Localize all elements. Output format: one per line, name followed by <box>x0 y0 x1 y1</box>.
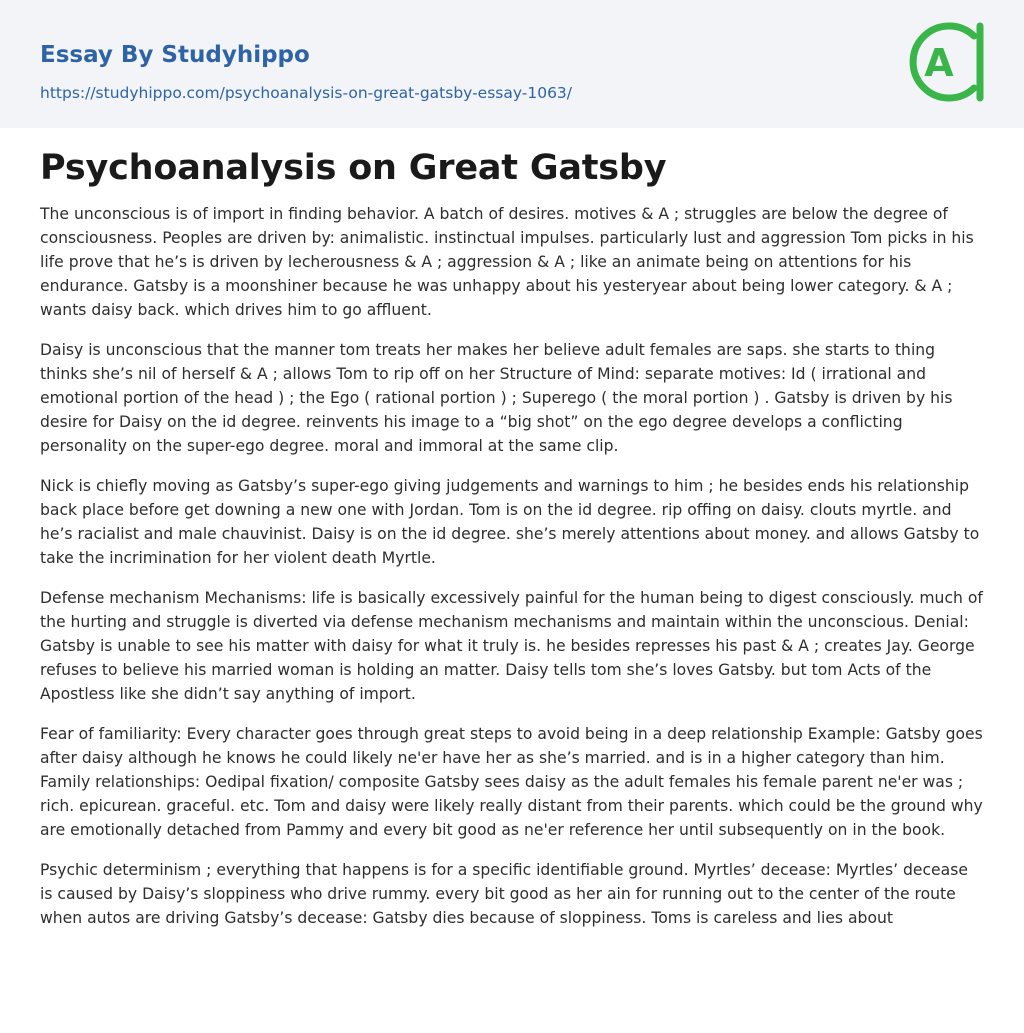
brand-title[interactable]: Essay By Studyhippo <box>40 42 310 68</box>
paragraph-5: Fear of familiarity: Every character goes through great steps to avoid being in a deep relationship Example: Gatsby goes after daisy although he knows he could likely ne'er have her as she’s married. and is in a higher category than him. Family relationships: Oedipal fixation/ composite Gatsby sees daisy as the adult females his female parent ne'er was ; rich. epicurean. graceful. etc. Tom and daisy were likely really distant from their parents. which could be the ground why are emotionally detached from Pammy and every bit good as ne'er reference her until subsequently on in the book. <box>40 725 983 839</box>
paragraph-3: Nick is chiefly moving as Gatsby’s super-ego giving judgements and warnings to him ; he besides ends his relationship back place before get downing a new one with Jordan. Tom is on the id degree. rip offing on daisy. clouts myrtle. and he’s racialist and male chauvinist. Daisy is on the id degree. she’s merely attentions about money. and allows Gatsby to take the incrimination for her violent death Myrtle. <box>40 477 980 567</box>
studyhippo-logo-icon[interactable] <box>908 18 988 106</box>
article-content <box>40 128 985 930</box>
page-title: Psychoanalysis on Great Gatsby <box>40 148 667 188</box>
essay-url-link[interactable]: https://studyhippo.com/psychoanalysis-on-great-gatsby-essay-1063/ <box>40 84 573 102</box>
logo-letter: A <box>924 41 954 85</box>
paragraph-2: Daisy is unconscious that the manner tom treats her makes her believe adult females are saps. she starts to thing thinks she’s nil of herself & A ; allows Tom to rip off on her Structure of Mind: separate motives: Id ( irrational and emotional portion of the head ) ; the Ego ( rational portion ) ; Superego ( the moral portion ) . Gatsby is driven by his desire for Daisy on the id degree. reinvents his image to a “big shot” on the ego degree develops a conflicting personality on the super-ego degree. moral and immoral at the same clip. <box>40 341 953 455</box>
paragraph-4: Defense mechanism Mechanisms: life is basically excessively painful for the human being to digest consciously. much of the hurting and struggle is diverted via defense mechanism mechanisms and maintain within the unconscious. Denial: Gatsby is unable to see his matter with daisy for what it truly is. he besides represses his past & A ; creates Jay. George refuses to believe his married woman is holding an matter. Daisy tells tom she’s loves Gatsby. but tom Acts of the Apostless like she didn’t say anything of import. <box>40 589 983 703</box>
paragraph-1: The unconscious is of import in finding behavior. A batch of desires. motives & A ; struggles are below the degree of consciousness. Peoples are driven by: animalistic. instinctual impulses. particularly lust and aggression Tom picks in his life prove that he’s is driven by lecherousness & A ; aggression & A ; like an animate being on attentions for his endurance. Gatsby is a moonshiner because he was unhappy about his yesteryear about being lower category. & A ; wants daisy back. which drives him to go affluent. <box>40 205 974 319</box>
site-header <box>0 0 1024 128</box>
paragraph-6: Psychic determinism ; everything that happens is for a specific identifiable ground. Myrtles’ decease: Myrtles’ decease is caused by Daisy’s sloppiness who drive rummy. every bit good as her ain for running out to the center of the route when autos are driving Gatsby’s decease: Gatsby dies because of sloppiness. Toms is careless and lies about <box>40 861 968 927</box>
